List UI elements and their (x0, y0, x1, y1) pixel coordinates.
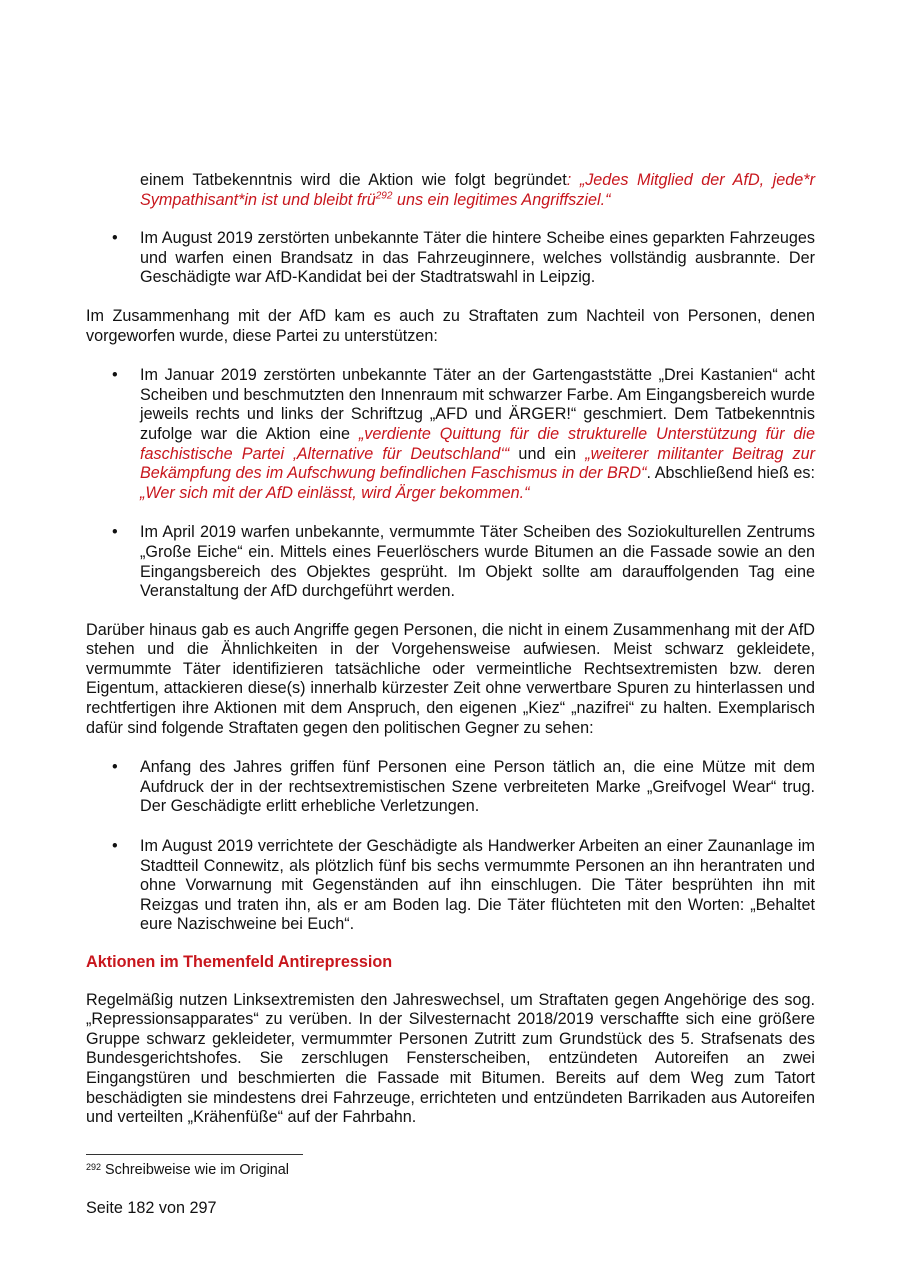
section-heading-antirepression: Aktionen im Themenfeld Antirepression (86, 953, 393, 971)
paragraph-support: Im Zusammenhang mit der AfD kam es auch zu Straftaten zum Nachteil von Personen, denen vorgeworfen wurde, diese Partei zu unterstützen: (86, 306, 815, 345)
paragraph-beyond-afd: Darüber hinaus gab es auch Angriffe gegen Personen, die nicht in einem Zusammenhang mit der AfD stehen und die Ähnlichkeiten in der Vorgehensweise aufwiesen. Meist schwarz gekleidete, vermummte Täter identifizieren tatsächliche oder vermeintliche Rechtsextremisten bzw. deren Eigentum, attackieren diese(s) innerhalb kürzester Zeit ohne verwertbare Spuren zu hinterlassen und rechtfertigen ihre Aktionen mit dem Anspruch, den eigenen „Kiez“ „nazifrei“ zu halten. Exemplarisch dafür sind folgende Straftaten gegen den politischen Gegner zu sehen: (86, 620, 815, 737)
bullet-text: Anfang des Jahres griffen fünf Personen eine Person tätlich an, die eine Mütze mit dem Aufdruck der in der rechtsextremistischen Szene verbreiteten Marke „Greifvogel Wear“ trug. Der Geschädigte erlitt erhebliche Verletzungen. (140, 758, 815, 816)
footnote-number: 292 (86, 1162, 102, 1172)
footnote-divider (86, 1154, 303, 1155)
bullet-item-aug-2019-vehicle (86, 229, 815, 288)
bullet-text: Im Januar 2019 zerstörten unbekannte Täter an der Gartengaststätte „Drei Kastanien“ acht Scheiben und beschmutzten den Innenraum mit schwarzer Farbe. Am Eingangsbereich wurde jeweils rechts und links der Schriftzug „AFD und ÄRGER!“ geschmiert. Dem Tatbekenntnis zufolge war die Aktion eine (140, 366, 815, 443)
quote-verdiente-quittung: „verdiente Quittung für die strukturelle Unterstützung für die faschistische Partei ‚Alternative für Deutschland‘“ (140, 424, 815, 463)
bullet-text: Im April 2019 warfen unbekannte, vermummte Täter Scheiben des Soziokulturellen Zentrums „Große Eiche“ ein. Mittels eines Feuerlöschers wurde Bitumen an die Fassade sowie an den Eingangsbereich des Objektes gesprüht. Im Objekt sollte am darauffolgenden Tag eine Veranstaltung der AfD durchgeführt werden. (140, 523, 815, 601)
quote-aerger: „Wer sich mit der AfD einlässt, wird Ärger bekommen.“ (140, 483, 530, 502)
bullet-item-apr-2019 (86, 523, 815, 601)
intro-continuation (140, 171, 815, 210)
bullet-dot: • (112, 523, 118, 542)
bullet-text-closing: . Abschließend hieß es: (646, 464, 815, 483)
bullet-dot: • (112, 366, 118, 385)
paragraph-antirepression: Regelmäßig nutzen Linksextremisten den Jahreswechsel, um Straftaten gegen Angehörige des sog. „Repressionsapparates“ zu verüben. In der Silvesternacht 2018/2019 verschaffte sich eine größere Gruppe schwarz gekleideter, vermummter Personen Zutritt zum Grundstück des 5. Strafsenats des Bundesgerichtshofes. Sie zerschlugen Fensterscheiben, entzündeten Autoreifen an zwei Eingangstüren und beschmierten die Fassade mit Bitumen. Bereits auf dem Weg zum Tatort beschädigten sie mindestens drei Fahrzeuge, errichteten und entzündeten Barrikaden aus Autoreifen und verteilten „Krähenfüße“ auf der Fahrbahn. (86, 990, 815, 1127)
intro-quote-part1: „Jedes Mitglied der AfD, jede*r Sympathisant*in ist und bleibt frü (140, 171, 815, 209)
quote-militanter-beitrag: „weiterer militanter Beitrag zur Bekämpfung des im Aufschwung befindlichen Faschismus in der BRD“ (140, 444, 815, 483)
intro-text: einem Tatbekenntnis wird die Aktion wie folgt begründet (140, 171, 567, 189)
bullet-dot: • (112, 229, 118, 248)
bullet-text: Im August 2019 zerstörten unbekannte Täter die hintere Scheibe eines geparkten Fahrzeuges und warfen einen Brandsatz in das Fahrzeuginnere, welches vollständig ausbrannte. Der Geschädigte war AfD-Kandidat bei der Stadtratswahl in Leipzig. (140, 229, 815, 287)
bullet-item-jan-2019 (86, 366, 815, 503)
intro-quote-part2: uns ein legitimes Angriffsziel.“ (392, 190, 611, 209)
bullet-text-connector: und ein (509, 444, 586, 463)
bullet-text: Im August 2019 verrichtete der Geschädigte als Handwerker Arbeiten an einer Zaunanlage im Stadtteil Connewitz, als plötzlich fünf bis sechs vermummte Personen an ihn herantraten und ohne Vorwarnung mit Gegenständen auf ihn einschlugen. Die Täter besprühten ihn mit Reizgas und traten ihn, als er am Boden lag. Die Täter flüchteten mit den Worten: „Behaltet eure Nazischweine bei Euch“. (140, 837, 815, 934)
page-number: Seite 182 von 297 (86, 1199, 217, 1217)
footnote-text: Schreibweise wie im Original (101, 1162, 289, 1178)
bullet-dot: • (112, 758, 118, 777)
bullet-item-start-of-year (86, 758, 815, 817)
footnote (86, 1161, 289, 1179)
intro-colon: : (566, 171, 572, 189)
page-body (86, 171, 815, 1128)
bullet-item-aug-2019-connewitz (86, 837, 815, 935)
bullet-dot: • (112, 837, 118, 856)
footnote-reference: 292 (375, 190, 393, 202)
